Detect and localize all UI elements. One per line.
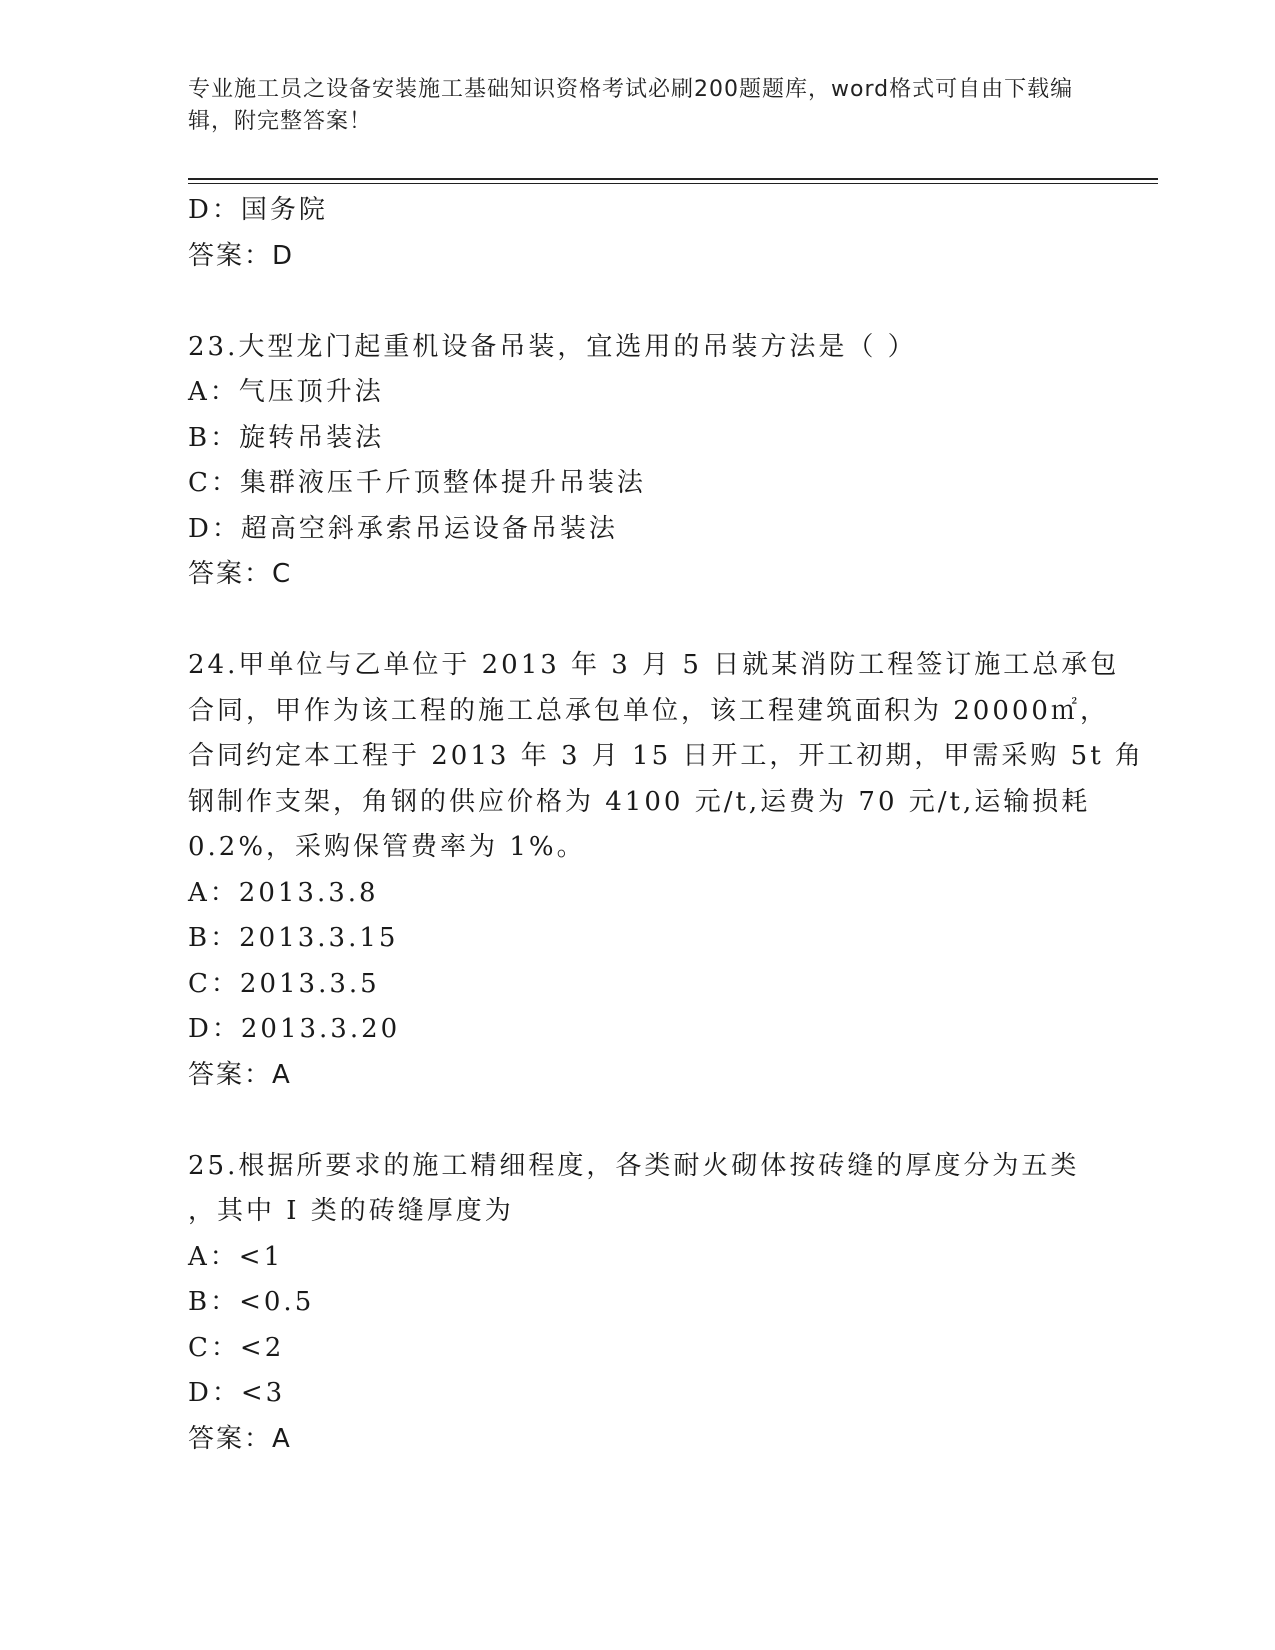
option-c (188, 1326, 1088, 1372)
option-letter: C： (188, 1332, 240, 1363)
option-text: 2013.3.8 (238, 877, 379, 908)
spacer (188, 1098, 1088, 1144)
option-d (188, 507, 1088, 553)
question-stem-line: ，其中 I 类的砖缝厚度为 (188, 1196, 514, 1226)
option-a (188, 1235, 1088, 1281)
option-letter: D： (188, 1014, 241, 1044)
option-letter: C： (188, 968, 240, 999)
option-a (188, 871, 1088, 917)
question-stem-line: 合同约定本工程于 2013 年 3 月 15 日开工，开工初期，甲需采购 5t 角 (188, 741, 1144, 771)
option-text: 集群液压千斤顶整体提升吊装法 (239, 468, 646, 498)
question-stem: 23.大型龙门起重机设备吊装，宜选用的吊装方法是（ ） (188, 331, 917, 362)
option-letter: B： (188, 1287, 240, 1317)
option-b (188, 416, 1088, 462)
spacer (188, 598, 1088, 644)
option-b (188, 916, 1088, 962)
page-header (188, 74, 1088, 138)
question-stem-line: 0.2%，采购保管费率为 1%。 (188, 832, 586, 862)
option-d (188, 1371, 1088, 1417)
question-stem-line: 25.根据所要求的施工精细程度，各类耐火砌体按砖缝的厚度分为五类 (188, 1150, 1080, 1181)
option-text: <1 (238, 1241, 284, 1272)
answer: 答案：A (188, 1059, 292, 1090)
answer: 答案：D (188, 240, 295, 271)
option-text: 气压顶升法 (238, 377, 384, 407)
option-text: 旋转吊装法 (239, 422, 385, 453)
option-letter: B： (188, 923, 240, 953)
option-text: <2 (239, 1332, 285, 1363)
question-stem-line: 钢制作支架，角钢的供应价格为 4100 元/t,运费为 70 元/t,运输损耗 (188, 786, 1091, 817)
option-c (188, 962, 1088, 1008)
option-text: 超高空斜承索吊运设备吊装法 (240, 513, 618, 544)
header-divider-thin (188, 183, 1158, 184)
option-letter: A： (188, 1241, 239, 1272)
option-text: 2013.3.5 (239, 968, 380, 999)
option-b (188, 1280, 1088, 1326)
option-letter: B： (188, 422, 240, 453)
option-text: 国务院 (240, 195, 328, 225)
header-title: 专业施工员之设备安装施工基础知识资格考试必刷200题题库，word格式可自由下载编辑，附完整答案！ (188, 77, 1074, 134)
option-letter: D： (188, 1378, 241, 1408)
option-a (188, 370, 1088, 416)
option-c (188, 461, 1088, 507)
answer: 答案：C (188, 559, 293, 589)
question-stem-line: 24.甲单位与乙单位于 2013 年 3 月 5 日就某消防工程签订施工总承包 (188, 650, 1120, 680)
question-content (188, 188, 1144, 1462)
option-letter: A： (188, 377, 239, 407)
option-letter: D： (188, 513, 241, 544)
spacer (188, 279, 1088, 325)
option-text: 2013.3.15 (239, 923, 399, 953)
answer: 答案：A (188, 1423, 292, 1454)
option-d (188, 1007, 1088, 1053)
question-stem-line: 合同，甲作为该工程的施工总承包单位，该工程建筑面积为 20000㎡， (188, 695, 1109, 726)
option-d (188, 188, 1088, 234)
option-text: <3 (240, 1378, 286, 1408)
option-letter: D： (188, 195, 241, 225)
option-text: 2013.3.20 (240, 1014, 401, 1044)
option-letter: C： (188, 468, 240, 498)
header-divider (188, 178, 1158, 180)
option-text: <0.5 (239, 1287, 315, 1317)
option-letter: A： (188, 877, 239, 908)
